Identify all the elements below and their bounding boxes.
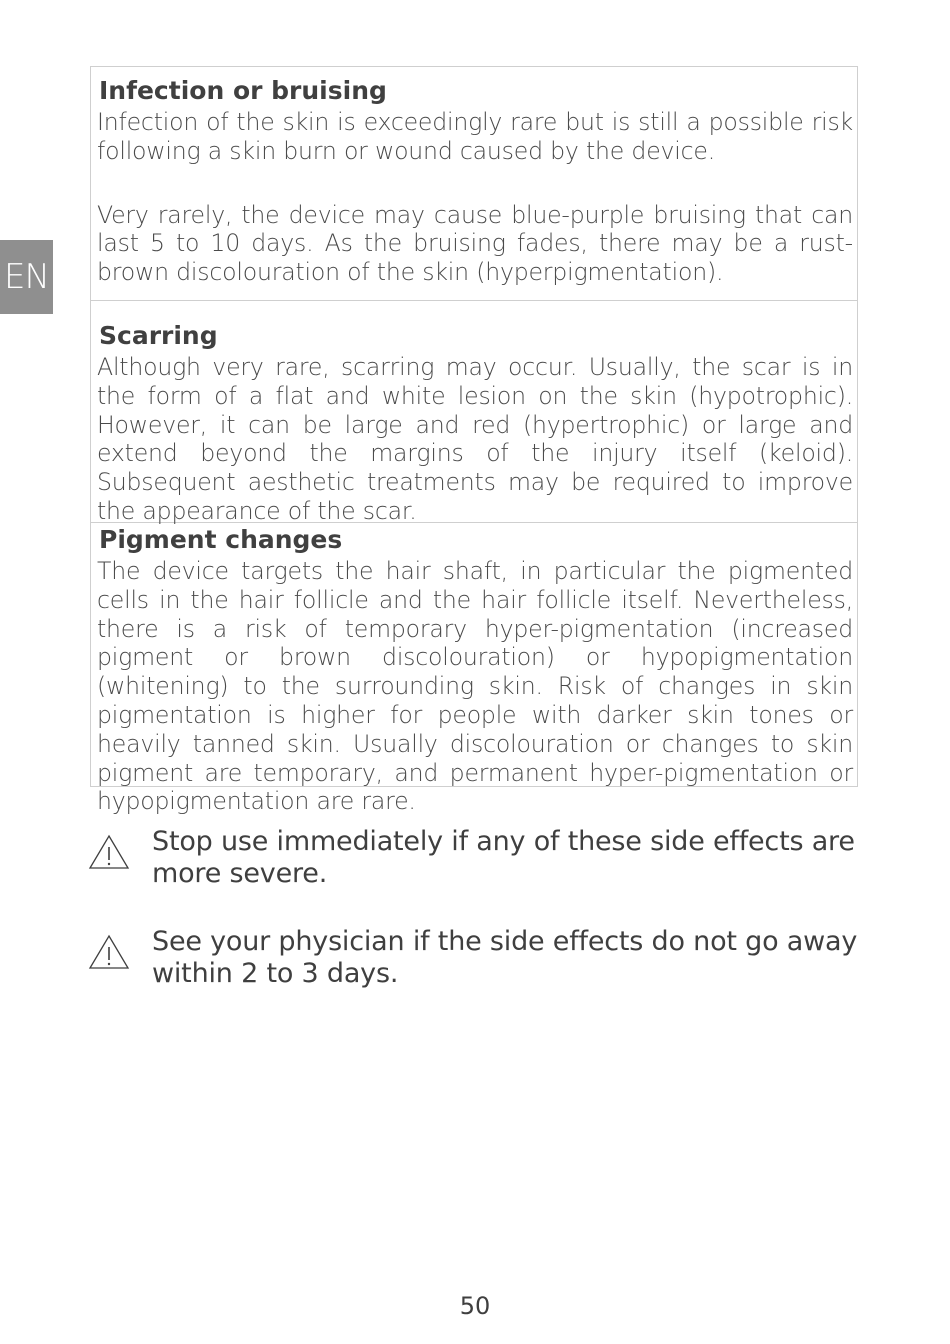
language-tab <box>0 240 53 314</box>
warning-triangle-icon <box>88 834 130 870</box>
warning-stop-use <box>88 826 863 890</box>
side-effects-table <box>90 66 858 816</box>
warning-triangle-icon <box>88 934 130 970</box>
section-scarring <box>91 300 857 525</box>
warning-text: See your physician if the side effects do not go away within 2 to 3 days. <box>152 926 858 989</box>
warning-text: Stop use immediately if any of these side effects are more severe. <box>152 826 855 889</box>
page-number: 50 <box>459 1292 491 1320</box>
section-title: Scarring <box>99 321 218 350</box>
section-pigment-changes <box>91 522 857 816</box>
section-title: Pigment changes <box>99 525 343 554</box>
warning-see-physician <box>88 926 863 990</box>
section-title: Infection or bruising <box>99 76 387 105</box>
section-paragraph: Although very rare, scarring may occur. Usually, the scar is in the form of a flat and white lesion on the skin (hypotrophic). However, it can be large and red (hypertrophic) or large and extend beyond the margins of the injury itself (keloid). Subsequent aesthetic treatments may be required to improve the appearance of the scar. <box>97 353 853 525</box>
section-paragraph: Very rarely, the device may cause blue-purple bruising that can last 5 to 10 days. As the bruising fades, there may be a rust-brown discolouration of the skin (hyperpigmentation). <box>97 200 853 287</box>
section-paragraph: The device targets the hair shaft, in particular the pigmented cells in the hair follicle and the hair follicle itself. Nevertheless, there is a risk of temporary hyper-pigmentation (increased pigment or brown discolouration) or hypopigmentation (whitening) to the surrounding skin. Risk of changes in skin pigmentation is higher for people with darker skin tones or heavily tanned skin. Usually discolouration or changes to skin pigment are temporary, and permanent hyper-pigmentation or hypopigmentation are rare. <box>97 557 853 816</box>
language-tab-label: EN <box>4 257 49 297</box>
section-paragraph: Infection of the skin is exceedingly rare but is still a possible risk following a skin burn or wound caused by the device. <box>97 108 853 165</box>
section-infection-bruising <box>91 67 857 300</box>
